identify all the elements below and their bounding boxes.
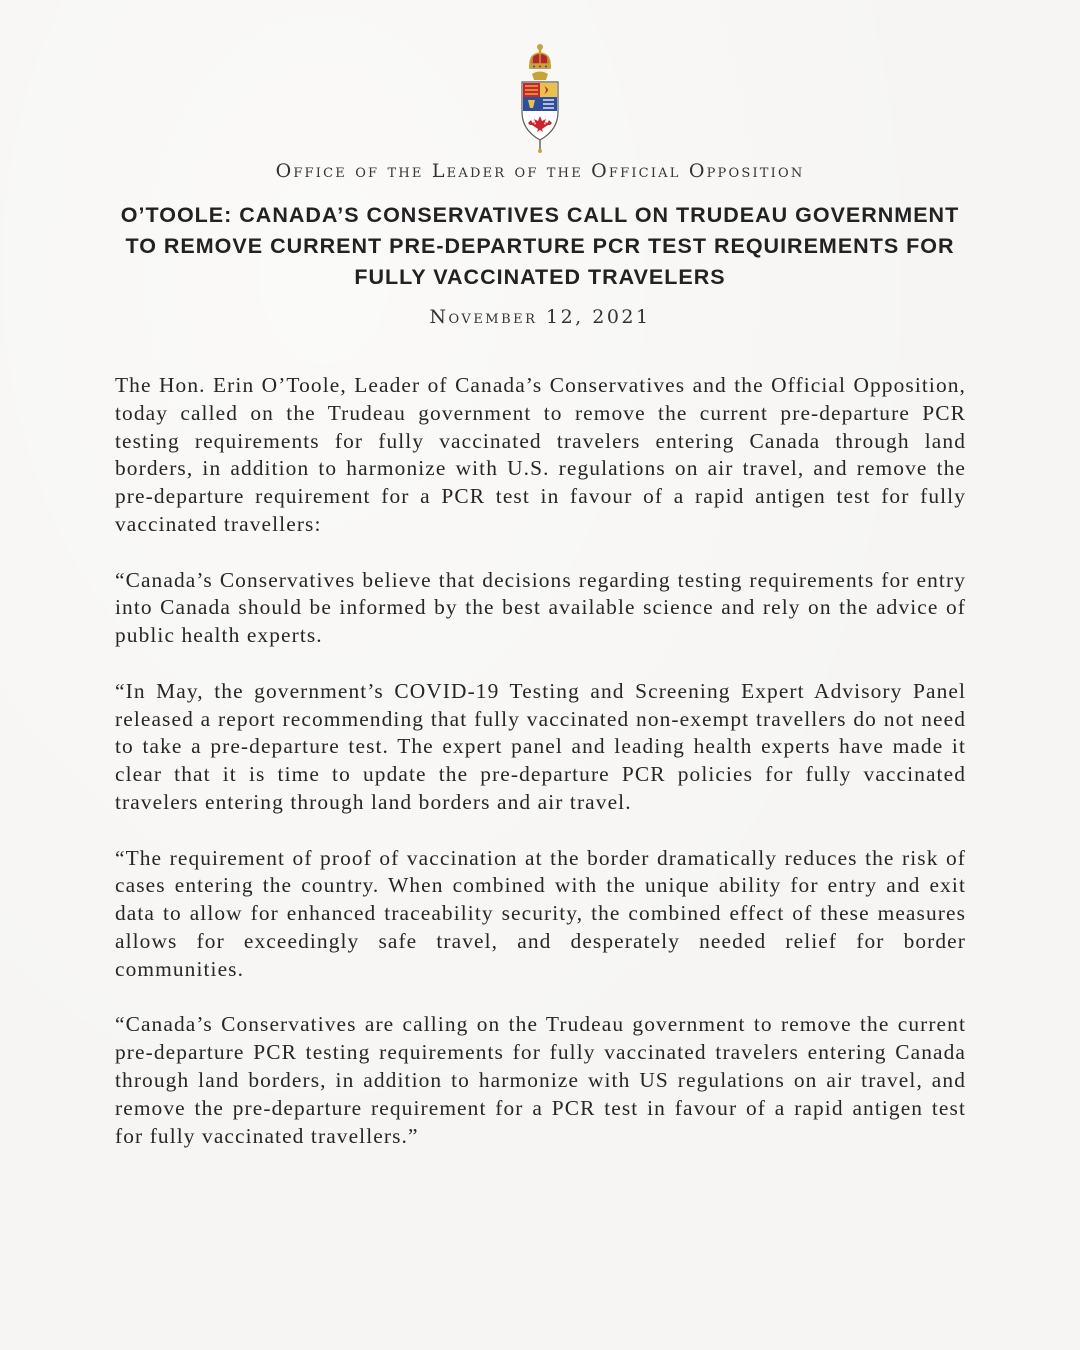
coat-of-arms-icon bbox=[510, 42, 570, 154]
body-paragraph: “The requirement of proof of vaccination at the border dramatically reduces the risk of cases entering the country. When combined with the unique ability for entry and exit data to allow for enhanced traceability security, the combined effect of these measures allows for exceedingly safe travel, and desperately needed relief for border communities. bbox=[115, 845, 966, 981]
body-paragraph: The Hon. Erin O’Toole, Leader of Canada’s Conservatives and the Official Opposition, today called on the Trudeau government to remove the current pre-departure PCR testing requirements for fully vaccinated travelers entering Canada through land borders, in addition to harmonize with U.S. regulations on air travel, and remove the pre-departure requirement for a PCR test in favour of a rapid antigen test for fully vaccinated travellers: bbox=[115, 373, 966, 536]
release-date: November 12, 2021 bbox=[429, 306, 651, 328]
release-body bbox=[115, 372, 966, 1178]
body-paragraph: “Canada’s Conservatives believe that decisions regarding testing requirements for entry into Canada should be informed by the best available science and rely on the advice of public health experts. bbox=[115, 567, 966, 648]
body-paragraph: “Canada’s Conservatives are calling on the Trudeau government to remove the current pre-departure PCR testing requirements for fully vaccinated travelers entering Canada through land borders, in addition to harmonize with US regulations on air travel, and remove the pre-departure requirement for a PCR test in favour of a rapid antigen test for fully vaccinated travellers.” bbox=[115, 1012, 966, 1148]
body-paragraph: “In May, the government’s COVID-19 Testing and Screening Expert Advisory Panel released a report recommending that fully vaccinated non-exempt travellers do not need to take a pre-departure test. The expert panel and leading health experts have made it clear that it is time to update the pre-departure PCR policies for fully vaccinated travelers entering through land borders and air travel. bbox=[115, 678, 966, 814]
office-title: Office of the Leader of the Official Opposition bbox=[275, 160, 805, 182]
page-title: O’TOOLE: CANADA’S CONSERVATIVES CALL ON TRUDEAU GOVERNMENT TO REMOVE CURRENT PRE-DEPARTURE PCR TEST REQUIREMENTS FOR FULLY VACCINATED TRAVELERS bbox=[120, 203, 960, 289]
